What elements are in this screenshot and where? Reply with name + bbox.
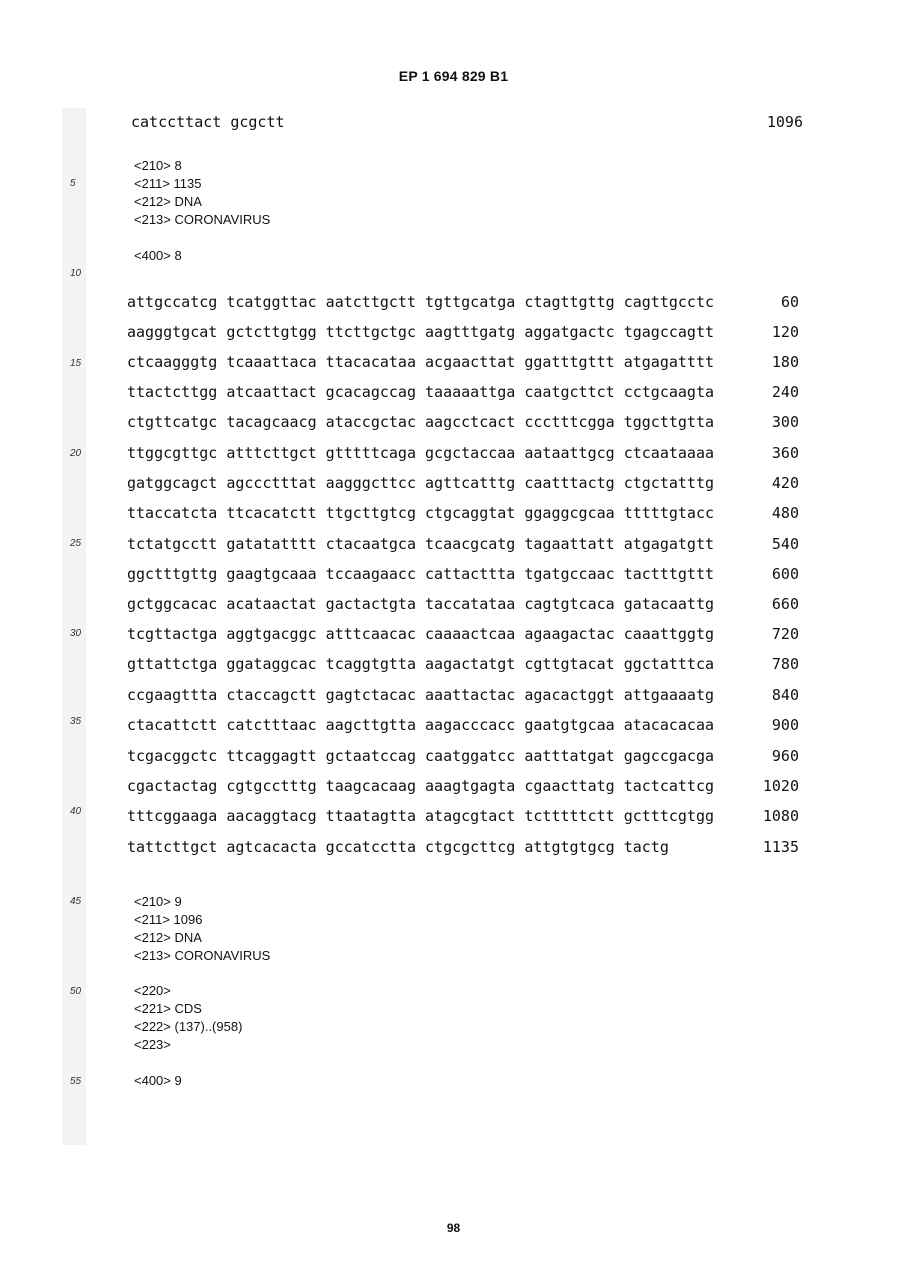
sequence-row-number: 1020 [762,777,799,795]
margin-number: 10 [70,268,82,279]
margin-number: 20 [70,448,82,459]
seq8-meta-212: <212> DNA [134,194,202,209]
seq8-meta-213: <213> CORONAVIRUS [134,212,271,227]
sequence-row-number: 540 [771,535,799,553]
sequence-row: ggctttgttg gaagtgcaaa tccaagaacc cattacttta tgatgccaac tactttgttt [127,565,714,583]
margin-number: 35 [70,716,82,727]
sequence-row: ttaccatcta ttcacatctt ttgcttgtcg ctgcaggtat ggaggcgcaa tttttgtacc [127,504,714,522]
sequence-row-number: 180 [771,353,799,371]
seq8-meta-210: <210> 8 [134,158,182,173]
page-number: 98 [446,1221,461,1235]
sequence-row-number: 600 [771,565,799,583]
sequence-row-number: 780 [771,655,799,673]
sequence-row: attgccatcg tcatggttac aatcttgctt tgttgcatga ctagttgttg cagttgcctc [127,293,714,311]
sequence-row: tattcttgct agtcacacta gccatcctta ctgcgcttcg attgtgtgcg tactg [127,838,669,856]
margin-number: 45 [70,896,82,907]
sequence-row: gttattctga ggataggcac tcaggtgtta aagactatgt cgttgtacat ggctatttca [127,655,714,673]
sequence-row: ctcaagggtg tcaaattaca ttacacataa acgaacttat ggatttgttt atgagatttt [127,353,714,371]
top-sequence-number: 1096 [766,113,803,131]
sequence-row-number: 1080 [762,807,799,825]
sequence-row-number: 240 [771,383,799,401]
top-sequence-text: catccttact gcgctt [131,113,285,131]
margin-number: 50 [70,986,82,997]
seq9-feature-223: <223> [134,1037,171,1052]
sequence-row: gctggcacac acataactat gactactgta taccatataa cagtgtcaca gatacaattg [127,595,714,613]
sequence-row-number: 660 [771,595,799,613]
sequence-row-number: 960 [771,747,799,765]
seq8-meta-400: <400> 8 [134,248,182,263]
sequence-row: ccgaagttta ctaccagctt gagtctacac aaattactac agacactggt attgaaaatg [127,686,714,704]
patent-header: EP 1 694 829 B1 [398,68,509,84]
sequence-row-number: 900 [771,716,799,734]
sequence-row: tctatgcctt gatatatttt ctacaatgca tcaacgcatg tagaattatt atgagatgtt [127,535,714,553]
seq9-feature-222: <222> (137)..(958) [134,1019,243,1034]
margin-number: 40 [70,806,82,817]
margin-number: 5 [70,178,76,189]
seq9-meta-213: <213> CORONAVIRUS [134,948,271,963]
sequence-row: tcgacggctc ttcaggagtt gctaatccag caatggatcc aatttatgat gagccgacga [127,747,714,765]
sequence-row-number: 1135 [762,838,799,856]
seq9-feature-221: <221> CDS [134,1001,202,1016]
sequence-row-number: 360 [771,444,799,462]
sequence-row: gatggcagct agccctttat aagggcttcc agttcatttg caatttactg ctgctatttg [127,474,714,492]
sequence-row: ctacattctt catctttaac aagcttgtta aagacccacc gaatgtgcaa atacacacaa [127,716,714,734]
sequence-row: ttggcgttgc atttcttgct gtttttcaga gcgctaccaa aataattgcg ctcaataaaa [127,444,714,462]
seq9-meta-210: <210> 9 [134,894,182,909]
sequence-row: aagggtgcat gctcttgtgg ttcttgctgc aagtttgatg aggatgactc tgagccagtt [127,323,714,341]
margin-number: 25 [70,538,82,549]
sequence-row: ttactcttgg atcaattact gcacagccag taaaaattga caatgcttct cctgcaagta [127,383,714,401]
sequence-row: cgactactag cgtgcctttg taagcacaag aaagtgagta cgaacttatg tactcattcg [127,777,714,795]
sequence-row-number: 420 [771,474,799,492]
sequence-row-number: 480 [771,504,799,522]
sequence-row: tttcggaaga aacaggtacg ttaatagtta atagcgtact tctttttctt gctttcgtgg [127,807,714,825]
seq9-meta-400: <400> 9 [134,1073,182,1088]
seq8-meta-211: <211> 1135 [134,176,202,191]
sequence-row-number: 60 [780,293,799,311]
sequence-row: tcgttactga aggtgacggc atttcaacac caaaactcaa agaagactac caaattggtg [127,625,714,643]
seq9-feature-220: <220> [134,983,171,998]
sequence-row: ctgttcatgc tacagcaacg ataccgctac aagcctcact ccctttcgga tggcttgtta [127,413,714,431]
sequence-row-number: 300 [771,413,799,431]
seq9-meta-211: <211> 1096 [134,912,203,927]
margin-number: 30 [70,628,82,639]
margin-number: 15 [70,358,82,369]
sequence-row-number: 120 [771,323,799,341]
sequence-row-number: 720 [771,625,799,643]
sequence-row-number: 840 [771,686,799,704]
margin-number: 55 [70,1076,82,1087]
seq9-meta-212: <212> DNA [134,930,202,945]
